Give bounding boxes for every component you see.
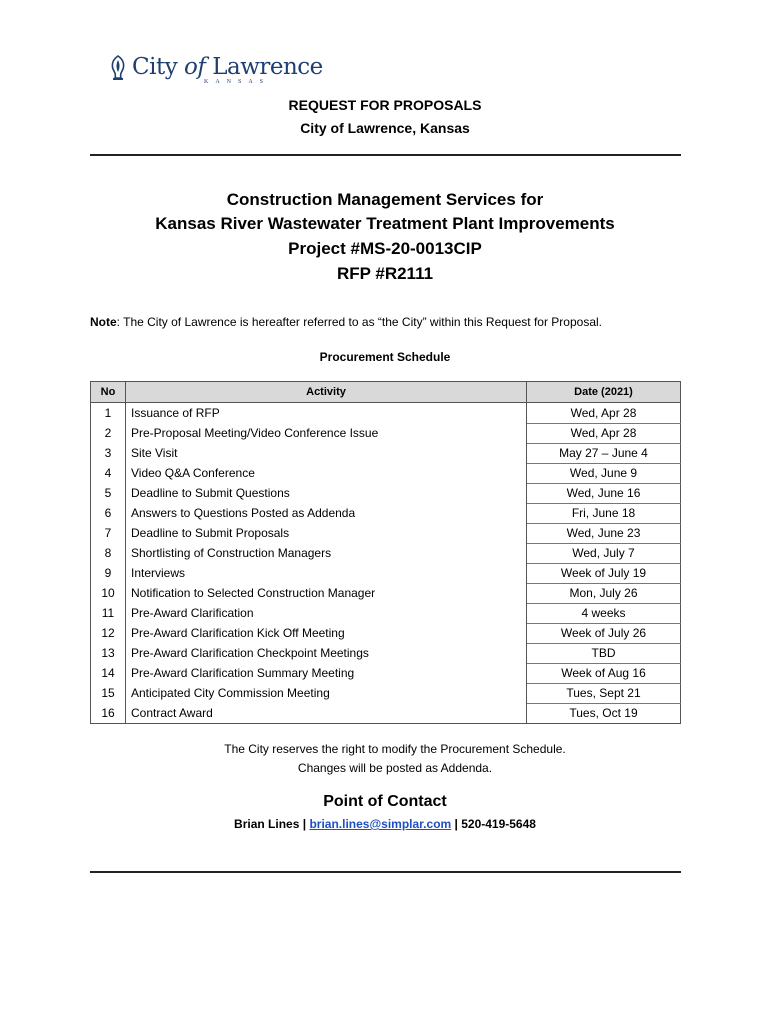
table-row bbox=[91, 544, 681, 564]
row-activity: Pre-Award Clarification Kick Off Meeting bbox=[126, 624, 527, 644]
row-date: Wed, June 23 bbox=[527, 524, 681, 544]
row-activity: Site Visit bbox=[126, 444, 527, 464]
table-row bbox=[91, 584, 681, 604]
table-row bbox=[91, 403, 681, 424]
row-activity: Shortlisting of Construction Managers bbox=[126, 544, 527, 564]
row-date: Wed, July 7 bbox=[527, 544, 681, 564]
row-activity: Pre-Award Clarification Checkpoint Meetings bbox=[126, 644, 527, 664]
table-row bbox=[91, 444, 681, 464]
row-number: 8 bbox=[91, 544, 126, 564]
row-date: 4 weeks bbox=[527, 604, 681, 624]
row-number: 4 bbox=[91, 464, 126, 484]
contact-line: Brian Lines | brian.lines@simplar.com | 520-419-5648 bbox=[234, 817, 536, 831]
table-row bbox=[91, 624, 681, 644]
row-date: Wed, Apr 28 bbox=[527, 424, 681, 444]
row-date: Mon, July 26 bbox=[527, 584, 681, 604]
row-date: Tues, Sept 21 bbox=[527, 684, 681, 704]
contact-phone: 520-419-5648 bbox=[461, 817, 536, 831]
top-divider bbox=[90, 154, 681, 156]
row-date: Week of July 19 bbox=[527, 564, 681, 584]
city-heading: City of Lawrence, Kansas bbox=[300, 120, 470, 136]
note: Note: The City of Lawrence is hereafter referred to as “the City” within this Request for Proposal. bbox=[90, 315, 602, 329]
row-activity: Pre-Award Clarification bbox=[126, 604, 527, 624]
table-row bbox=[91, 684, 681, 704]
title-line-2: Kansas River Wastewater Treatment Plant Improvements bbox=[155, 214, 615, 233]
row-number: 3 bbox=[91, 444, 126, 464]
row-activity: Pre-Award Clarification Summary Meeting bbox=[126, 664, 527, 684]
row-number: 12 bbox=[91, 624, 126, 644]
header-activity: Activity bbox=[126, 382, 527, 403]
rfp-number: RFP #R2111 bbox=[336, 264, 434, 283]
city-seal-icon bbox=[108, 54, 128, 82]
row-activity: Video Q&A Conference bbox=[126, 464, 527, 484]
project-number: Project #MS-20-0013CIP bbox=[288, 239, 482, 258]
table-row bbox=[91, 704, 681, 724]
table-header-row bbox=[91, 382, 681, 403]
row-activity: Deadline to Submit Questions bbox=[126, 484, 527, 504]
city-logo bbox=[108, 54, 323, 88]
procurement-schedule-table bbox=[90, 381, 681, 724]
row-number: 13 bbox=[91, 644, 126, 664]
schedule-note: The City reserves the right to modify the Procurement Schedule. Changes will be posted as Addenda. bbox=[224, 742, 566, 775]
row-activity: Anticipated City Commission Meeting bbox=[126, 684, 527, 704]
logo-wordmark: City of Lawrence bbox=[132, 54, 323, 80]
table-row bbox=[91, 424, 681, 444]
table-row bbox=[91, 664, 681, 684]
row-number: 16 bbox=[91, 704, 126, 724]
table-row bbox=[91, 484, 681, 504]
rfp-heading: REQUEST FOR PROPOSALS bbox=[288, 97, 482, 113]
title-line-1: Construction Management Services for bbox=[226, 190, 544, 209]
row-date: Fri, June 18 bbox=[527, 504, 681, 524]
row-date: Week of July 26 bbox=[527, 624, 681, 644]
row-activity: Issuance of RFP bbox=[126, 403, 527, 424]
row-number: 5 bbox=[91, 484, 126, 504]
row-activity: Notification to Selected Construction Manager bbox=[126, 584, 527, 604]
row-date: Wed, June 9 bbox=[527, 464, 681, 484]
table-row bbox=[91, 464, 681, 484]
table-row bbox=[91, 644, 681, 664]
table-row bbox=[91, 524, 681, 544]
row-activity: Pre-Proposal Meeting/Video Conference Issue bbox=[126, 424, 527, 444]
row-date: Week of Aug 16 bbox=[527, 664, 681, 684]
row-date: May 27 – June 4 bbox=[527, 444, 681, 464]
row-number: 10 bbox=[91, 584, 126, 604]
table-row bbox=[91, 564, 681, 584]
row-activity: Interviews bbox=[126, 564, 527, 584]
contact-title: Point of Contact bbox=[323, 793, 447, 810]
row-activity: Answers to Questions Posted as Addenda bbox=[126, 504, 527, 524]
row-date: TBD bbox=[527, 644, 681, 664]
row-number: 9 bbox=[91, 564, 126, 584]
schedule-title: Procurement Schedule bbox=[319, 350, 451, 364]
row-number: 6 bbox=[91, 504, 126, 524]
row-date: Wed, June 16 bbox=[527, 484, 681, 504]
row-date: Tues, Oct 19 bbox=[527, 704, 681, 724]
row-number: 7 bbox=[91, 524, 126, 544]
row-date: Wed, Apr 28 bbox=[527, 403, 681, 424]
header-no: No bbox=[91, 382, 126, 403]
logo-state: KANSAS bbox=[204, 79, 271, 85]
row-number: 14 bbox=[91, 664, 126, 684]
row-number: 2 bbox=[91, 424, 126, 444]
table-row bbox=[91, 504, 681, 524]
row-number: 11 bbox=[91, 604, 126, 624]
table-row bbox=[91, 604, 681, 624]
row-number: 15 bbox=[91, 684, 126, 704]
bottom-divider bbox=[90, 871, 681, 873]
row-activity: Deadline to Submit Proposals bbox=[126, 524, 527, 544]
contact-email-link[interactable]: brian.lines@simplar.com bbox=[309, 817, 452, 831]
contact-name: Brian Lines bbox=[234, 817, 300, 831]
header-date: Date (2021) bbox=[527, 382, 681, 403]
row-activity: Contract Award bbox=[126, 704, 527, 724]
row-number: 1 bbox=[91, 403, 126, 424]
